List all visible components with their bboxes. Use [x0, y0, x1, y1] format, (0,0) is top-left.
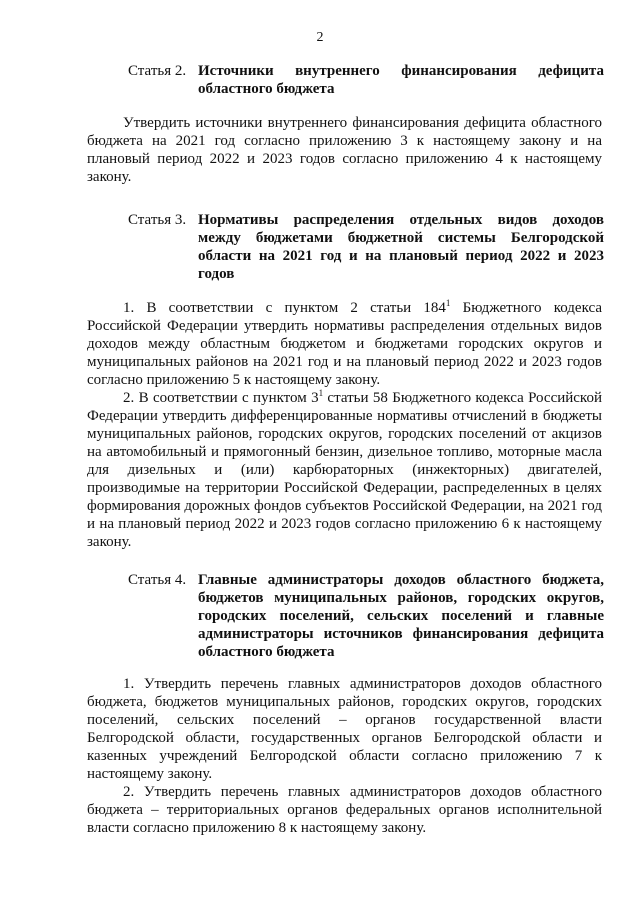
- article-2-title: Источники внутреннего финансирования дефицита областного бюджета: [198, 63, 604, 97]
- article-4-title: Главные администраторы доходов областного бюджета, бюджетов муниципальных районов, городских округов, городских поселений, сельских поселений и главные администраторы источников финансирования дефицита областного бюджета: [198, 572, 604, 660]
- article-4-paragraph-1: 1. Утвердить перечень главных администраторов доходов областного бюджета, бюджетов муниципальных районов, городских округов, городских поселений, сельских поселений – органов государственной власти Белгородской области, государственных органов Белгородской области и казенных учреждений Белгородской области согласно приложению 7 к настоящему закону.: [87, 676, 602, 782]
- article-2-heading: [0, 62, 640, 98]
- article-3: [0, 211, 640, 551]
- page-number: 2: [316, 30, 324, 45]
- article-2-label: Статья 2.: [128, 63, 187, 79]
- article-4-label: Статья 4.: [128, 572, 187, 588]
- article-3-paragraph-2: 2. В соответствии с пунктом $3^1$ статьи 58 Бюджетного кодекса Российской Федерации утвердить дифференцированные нормативы отчислений в бюджеты муниципальных районов, городских округов, городских поселений от акцизов на автомобильный и прямогонный бензин, дизельное топливо, моторные масла для дизельных и (или) карбюраторных (инжекторных) двигателей, производимые на территории Российской Федерации, распределенных в целях формирования дорожных фондов субъектов Российской Федерации, на 2021 год и на плановый период 2022 и 2023 годов согласно приложению 6 к настоящему закону.: [87, 388, 602, 550]
- article-3-heading: [0, 211, 640, 283]
- article-2-paragraph: Утвердить источники внутреннего финансирования дефицита областного бюджета на 2021 год согласно приложению 3 к настоящему закону и на плановый период 2022 и 2023 годов согласно приложению 4 к настоящему закону.: [87, 115, 602, 185]
- article-4: [0, 571, 640, 837]
- article-3-label: Статья 3.: [128, 212, 187, 228]
- article-2: [0, 62, 640, 186]
- article-3-title: Нормативы распределения отдельных видов доходов между бюджетами бюджетной системы Белгородской области на 2021 год и на плановый период 2022 и 2023 годов: [198, 212, 604, 282]
- article-4-paragraph-2: 2. Утвердить перечень главных администраторов доходов областного бюджета – территориальных органов федеральных органов исполнительной власти согласно приложению 8 к настоящему закону.: [87, 784, 602, 836]
- article-3-paragraph-1: 1. В соответствии с пунктом 2 статьи $184^1$ Бюджетного кодекса Российской Федерации утвердить нормативы распределения отдельных видов доходов между областным бюджетом и бюджетами городских округов и муниципальных районов на 2021 год и на плановый период 2022 и 2023 годов согласно приложению 5 к настоящему закону.: [87, 298, 603, 388]
- article-4-heading: [0, 571, 640, 661]
